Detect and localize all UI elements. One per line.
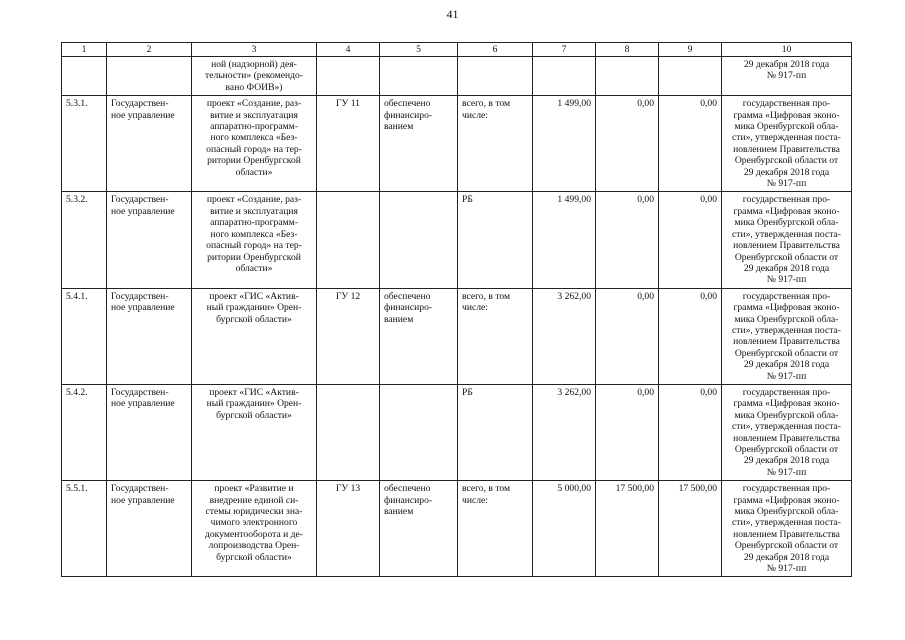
row-status [380, 384, 458, 480]
cont-cell-9 [659, 57, 722, 96]
row-code [317, 192, 380, 288]
row-project: проект «ГИС «Актив- ный гражданин» Орен- бургской области» [192, 288, 317, 384]
header-col-3: 3 [192, 43, 317, 57]
row-number: 5.3.1. [62, 96, 107, 192]
cont-cell-2 [107, 57, 192, 96]
row-organization: Государствен- ное управление [107, 288, 192, 384]
header-col-1: 1 [62, 43, 107, 57]
cont-document-tail: 29 декабря 2018 года № 917-пп [722, 57, 852, 96]
row-code: ГУ 11 [317, 96, 380, 192]
row-status: обеспечено финансиро- ванием [380, 288, 458, 384]
cont-project-tail: ной (надзорной) дея- тельности» (рекомендо- вано ФОИВ») [192, 57, 317, 96]
row-number: 5.4.2. [62, 384, 107, 480]
row-value-2: 0,00 [596, 192, 659, 288]
continuation-row [62, 57, 852, 96]
row-source: РБ [458, 384, 533, 480]
row-code: ГУ 12 [317, 288, 380, 384]
page-number: 41 [446, 7, 459, 21]
row-value-3: 0,00 [659, 192, 722, 288]
header-col-10: 10 [722, 43, 852, 57]
row-value-2: 0,00 [596, 96, 659, 192]
header-col-4: 4 [317, 43, 380, 57]
cont-cell-8 [596, 57, 659, 96]
header-col-9: 9 [659, 43, 722, 57]
header-col-6: 6 [458, 43, 533, 57]
row-value-3: 17 500,00 [659, 481, 722, 577]
cont-cell-1 [62, 57, 107, 96]
header-col-7: 7 [533, 43, 596, 57]
row-project: проект «Развитие и внедрение единой си- стемы юридически зна- чимого электронного документооборота и де- лопроизводства Орен- бургской области» [192, 481, 317, 577]
budget-table [61, 42, 852, 577]
row-source: всего, в том числе: [458, 481, 533, 577]
cont-cell-6 [458, 57, 533, 96]
row-value-1: 1 499,00 [533, 192, 596, 288]
row-value-2: 17 500,00 [596, 481, 659, 577]
row-number: 5.4.1. [62, 288, 107, 384]
row-value-1: 3 262,00 [533, 288, 596, 384]
row-source: всего, в том числе: [458, 96, 533, 192]
row-document: государственная про- грамма «Цифровая эконо- мика Оренбургской обла- сти», утвержденная поста- новлением Правительства Оренбургской области от 29 декабря 2018 года № 917-пп [722, 192, 852, 288]
row-value-1: 3 262,00 [533, 384, 596, 480]
row-project: проект «Создание, раз- витие и эксплуатация аппаратно-программ- ного комплекса «Без- опасный город» на тер- ритории Оренбургской области» [192, 192, 317, 288]
row-organization: Государствен- ное управление [107, 384, 192, 480]
row-value-3: 0,00 [659, 96, 722, 192]
row-document: государственная про- грамма «Цифровая эконо- мика Оренбургской обла- сти», утвержденная поста- новлением Правительства Оренбургской области от 29 декабря 2018 года № 917-пп [722, 96, 852, 192]
cont-cell-4 [317, 57, 380, 96]
table-row [62, 288, 852, 384]
row-value-1: 1 499,00 [533, 96, 596, 192]
row-project: проект «ГИС «Актив- ный гражданин» Орен- бургской области» [192, 384, 317, 480]
row-organization: Государствен- ное управление [107, 96, 192, 192]
row-organization: Государствен- ное управление [107, 192, 192, 288]
header-col-2: 2 [107, 43, 192, 57]
header-row [62, 43, 852, 57]
row-code [317, 384, 380, 480]
row-code: ГУ 13 [317, 481, 380, 577]
row-source: всего, в том числе: [458, 288, 533, 384]
header-col-5: 5 [380, 43, 458, 57]
row-number: 5.3.2. [62, 192, 107, 288]
row-value-2: 0,00 [596, 288, 659, 384]
table-row [62, 96, 852, 192]
row-document: государственная про- грамма «Цифровая эконо- мика Оренбургской обла- сти», утвержденная поста- новлением Правительства Оренбургской области от 29 декабря 2018 года № 917-пп [722, 384, 852, 480]
cont-cell-5 [380, 57, 458, 96]
row-status: обеспечено финансиро- ванием [380, 96, 458, 192]
row-value-1: 5 000,00 [533, 481, 596, 577]
row-status: обеспечено финансиро- ванием [380, 481, 458, 577]
row-value-3: 0,00 [659, 384, 722, 480]
table-row [62, 192, 852, 288]
header-col-8: 8 [596, 43, 659, 57]
cont-cell-7 [533, 57, 596, 96]
row-value-2: 0,00 [596, 384, 659, 480]
row-organization: Государствен- ное управление [107, 481, 192, 577]
row-number: 5.5.1. [62, 481, 107, 577]
row-project: проект «Создание, раз- витие и эксплуатация аппаратно-программ- ного комплекса «Без- опасный город» на тер- ритории Оренбургской области» [192, 96, 317, 192]
row-value-3: 0,00 [659, 288, 722, 384]
table-row [62, 481, 852, 577]
row-document: государственная про- грамма «Цифровая эконо- мика Оренбургской обла- сти», утвержденная поста- новлением Правительства Оренбургской области от 29 декабря 2018 года № 917-пп [722, 481, 852, 577]
row-document: государственная про- грамма «Цифровая эконо- мика Оренбургской обла- сти», утвержденная поста- новлением Правительства Оренбургской области от 29 декабря 2018 года № 917-пп [722, 288, 852, 384]
row-status [380, 192, 458, 288]
table-row [62, 384, 852, 480]
row-source: РБ [458, 192, 533, 288]
